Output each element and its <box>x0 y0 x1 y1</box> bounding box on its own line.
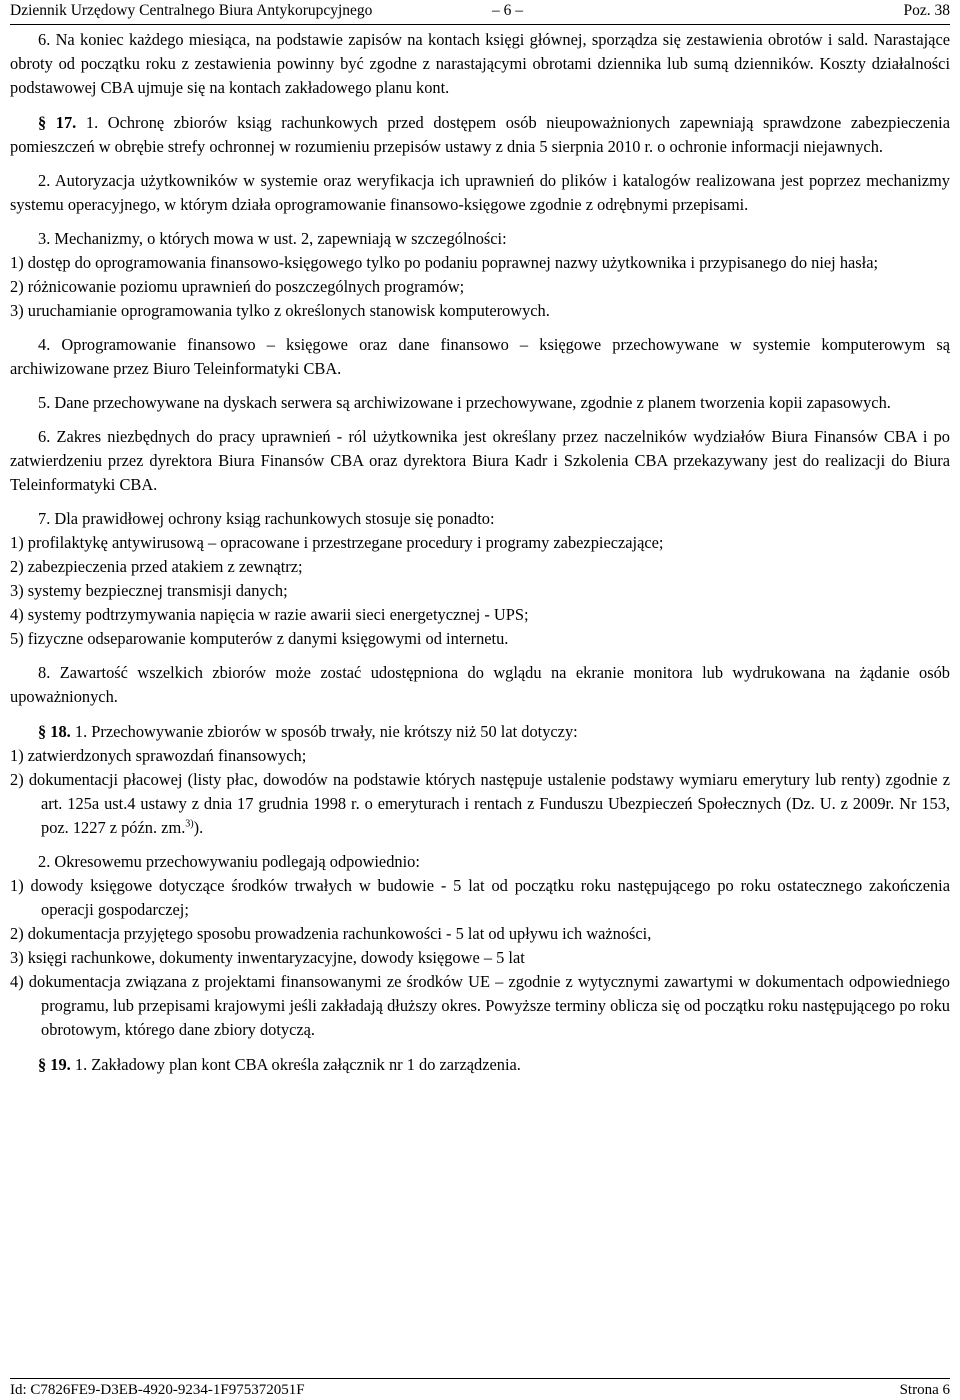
section-17-number: § 17. <box>38 113 77 132</box>
list-item: 2) zabezpieczenia przed atakiem z zewnątrz; <box>10 557 303 576</box>
list-item: 1) profilaktykę antywirusową – opracowane i przestrzegane procedury i programy zabezpieczające; <box>10 533 664 552</box>
list-item: 4) systemy podtrzymywania napięcia w razie awarii sieci energetycznej - UPS; <box>10 605 529 624</box>
page-number: – 6 – <box>492 2 523 19</box>
list-item: 4) dokumentacja związana z projektami finansowanymi ze środków UE – zgodnie z wytycznymi zawartymi w dokumentach odpowiedniego programu, lub przepisami krajowymi jeśli zakładają dłuższy okres. Powyższe terminy oblicza się od początku roku następującego po roku obrotowym, którego dane zbiory dotyczą. <box>10 972 950 1039</box>
section-17-paragraph-1-text: 1. Ochronę zbiorów ksiąg rachunkowych przed dostępem osób nieupoważnionych zapewniają sprawdzone zabezpieczenia pomieszczeń w obrębie strefy ochronnej w rozumieniu przepisów ustawy z dnia 5 sierpnia 2010 r. o ochronie informacji niejawnych. <box>10 113 950 156</box>
section-17-paragraph-6: 6. Zakres niezbędnych do pracy uprawnień - ról użytkownika jest określany przez naczelników wydziałów Biura Finansów CBA i po zatwierdzeniu przez dyrektora Biura Finansów CBA oraz dyrektora Biura Kadr i Szkolenia CBA przekazywany jest do realizacji do Biura Teleinformatyki CBA. <box>10 427 950 494</box>
page-label: Strona 6 <box>899 1382 950 1398</box>
section-17-paragraph-1 <box>10 111 950 159</box>
journal-title: Dziennik Urzędowy Centralnego Biura Antykorupcyjnego <box>10 2 373 19</box>
list-item: 2) dokumentacja przyjętego sposobu prowadzenia rachunkowości - 5 lat od upływu ich ważności, <box>10 924 652 943</box>
section-19-paragraph-1-text: 1. Zakładowy plan kont CBA określa załącznik nr 1 do zarządzenia. <box>70 1055 521 1074</box>
section-18-paragraph-2: 2. Okresowemu przechowywaniu podlegają odpowiednio: <box>38 852 420 871</box>
list-item: 1) zatwierdzonych sprawozdań finansowych; <box>10 746 307 765</box>
section-19-paragraph-1 <box>10 1053 950 1077</box>
page-footer <box>10 1378 950 1399</box>
list-item: 5) fizyczne odseparowanie komputerów z danymi księgowymi od internetu. <box>10 629 509 648</box>
list-item-text: 2) dokumentacji płacowej (listy płac, dowodów na podstawie których następuje ustalenie podstawy wymiaru emerytury lub renty) zgodnie z art. 125a ust.4 ustawy z dnia 17 grudnia 1998 r. o emeryturach i rentach z Funduszu Ubezpieczeń Społecznych (Dz. U. z 2009r. Nr 153, poz. 1227 z późn. zm. <box>10 770 950 837</box>
list-item: 3) uruchamianie oprogramowania tylko z określonych stanowisk komputerowych. <box>10 301 550 320</box>
section-18-number: § 18. <box>38 722 71 741</box>
list-item: 2) różnicowanie poziomu uprawnień do poszczególnych programów; <box>10 277 465 296</box>
list-item: 3) księgi rachunkowe, dokumenty inwentaryzacyjne, dowody księgowe – 5 lat <box>10 948 525 967</box>
position-number: Poz. 38 <box>903 2 950 19</box>
page-header <box>10 0 950 25</box>
list-item: 3) systemy bezpiecznej transmisji danych; <box>10 581 288 600</box>
section-17-paragraph-2: 2. Autoryzacja użytkowników w systemie oraz weryfikacja ich uprawnień do plików i katalogów realizowana jest poprzez mechanizmy systemu operacyjnego, w którym działa oprogramowanie finansowo-księgowe zgodnie z odrębnymi przepisami. <box>10 171 950 214</box>
section-19-number: § 19. <box>38 1055 71 1074</box>
paragraph-6: 6. Na koniec każdego miesiąca, na podstawie zapisów na kontach księgi głównej, sporządza się zestawienia obrotów i sald. Narastające obroty od początku roku z zestawienia powinny być zgodne z narastającymi obrotami dziennika lub sumą dzienników. Koszty działalności podstawowej CBA ujmuje się na kontach zakładowego planu kont. <box>10 30 950 97</box>
section-17-paragraph-8: 8. Zawartość wszelkich zbiorów może zostać udostępniona do wglądu na ekranie monitora lub wydrukowana na żądanie osób upoważnionych. <box>10 663 950 706</box>
section-17-paragraph-5: 5. Dane przechowywane na dyskach serwera są archiwizowane i przechowywane, zgodnie z planem tworzenia kopii zapasowych. <box>38 393 891 412</box>
document-body <box>10 28 950 1077</box>
list-item: 1) dowody księgowe dotyczące środków trwałych w budowie - 5 lat od początku roku następującego po roku ostatecznego zakończenia operacji gospodarczej; <box>10 876 950 919</box>
section-18-paragraph-1 <box>10 720 950 744</box>
section-18-paragraph-1-text: 1. Przechowywanie zbiorów w sposób trwały, nie krótszy niż 50 lat dotyczy: <box>70 722 578 741</box>
list-item <box>10 768 950 840</box>
list-item-text-end: ). <box>193 818 204 837</box>
footnote-marker: 3) <box>185 818 194 830</box>
section-17-paragraph-7: 7. Dla prawidłowej ochrony ksiąg rachunkowych stosuje się ponadto: <box>38 509 495 528</box>
section-17-paragraph-4: 4. Oprogramowanie finansowo – księgowe oraz dane finansowo – księgowe przechowywane w systemie komputerowym są archiwizowane przez Biuro Teleinformatyki CBA. <box>10 335 950 378</box>
list-item: 1) dostęp do oprogramowania finansowo-księgowego tylko po podaniu poprawnej nazwy użytkownika i przypisanego do niej hasła; <box>10 253 879 272</box>
document-id: Id: C7826FE9-D3EB-4920-9234-1F975372051F <box>10 1382 305 1398</box>
section-17-paragraph-3: 3. Mechanizmy, o których mowa w ust. 2, zapewniają w szczególności: <box>38 229 507 248</box>
